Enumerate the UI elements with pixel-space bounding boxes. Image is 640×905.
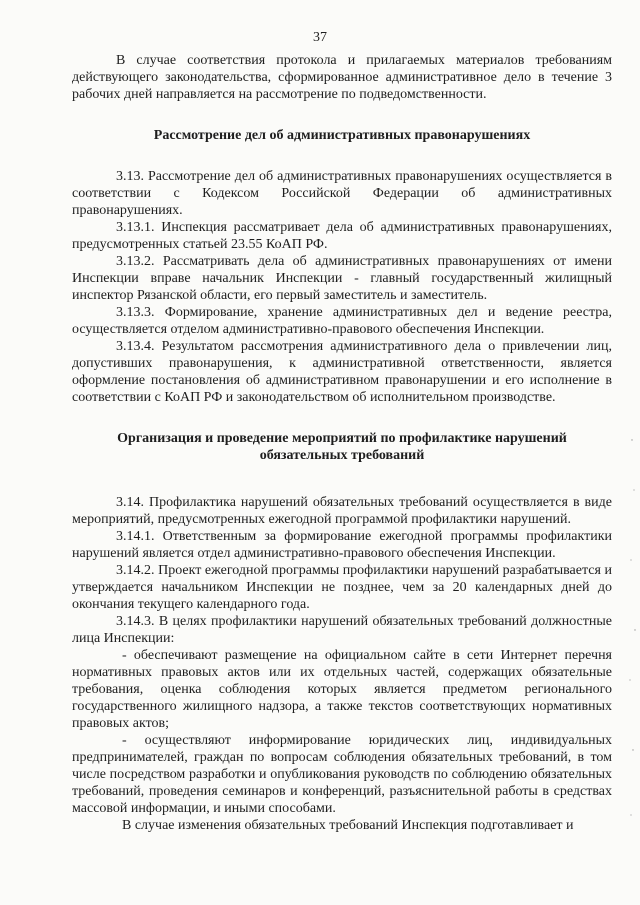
list-item-informing: - осуществляют информирование юридических лиц, индивидуальных предпринимателей, граждан по вопросам соблюдения обязательных требований, в том числе посредством разработки и опубликования руководств по соблюдению обязательных требований, проведения семинаров и конференций, разъяснительной работы в средствах массовой информации, и иными способами. xyxy=(72,733,612,816)
paragraph-3-13: 3.13. Рассмотрение дел об административных правонарушениях осуществляется в соответствии с Кодексом Российской Федерации об административных правонарушениях. xyxy=(72,169,612,218)
paragraph-3-13-1: 3.13.1. Инспекция рассматривает дела об административных правонарушениях, предусмотренных статьей 23.55 КоАП РФ. xyxy=(72,220,612,252)
section-heading-prevention: Организация и проведение мероприятий по профилактике нарушений обязательных требований xyxy=(117,431,567,463)
paragraph-3-13-2: 3.13.2. Рассматривать дела об административных правонарушениях от имени Инспекции вправе начальник Инспекции - главный государственный жилищный инспектор Рязанской области, его первый заместитель и заместитель. xyxy=(72,254,612,303)
paragraph-intro: В случае соответствия протокола и прилагаемых материалов требованиям действующего законодательства, сформированное административное дело в течение 3 рабочих дней направляется на рассмотрение по подведомственности. xyxy=(72,53,612,102)
page-number: 37 xyxy=(313,30,327,45)
paragraph-3-14-1: 3.14.1. Ответственным за формирование ежегодной программы профилактики нарушений является отдел административно-правового обеспечения Инспекции. xyxy=(72,529,612,561)
paragraph-3-13-4: 3.13.4. Результатом рассмотрения административного дела о привлечении лиц, допустивших правонарушения, к административной ответственности, является оформление постановления об административном правонарушении и его исполнение в соответствии с КоАП РФ и законодательством об исполнительном производстве. xyxy=(72,339,612,405)
paragraph-3-14: 3.14. Профилактика нарушений обязательных требований осуществляется в виде мероприятий, предусмотренных ежегодной программой профилактики нарушений. xyxy=(72,495,612,527)
paragraph-3-13-3: 3.13.3. Формирование, хранение административных дел и ведение реестра, осуществляется отделом административно-правового обеспечения Инспекции. xyxy=(72,305,612,337)
scan-noise-marks xyxy=(626,420,638,840)
paragraph-3-14-2: 3.14.2. Проект ежегодной программы профилактики нарушений разрабатывается и утверждается начальником Инспекции не позднее, чем за 20 календарных дней до окончания текущего календарного года. xyxy=(72,563,612,612)
paragraph-3-14-3: 3.14.3. В целях профилактики нарушений обязательных требований должностные лица Инспекции: xyxy=(72,614,612,646)
document-body xyxy=(72,52,612,834)
paragraph-changes: В случае изменения обязательных требований Инспекция подготавливает и xyxy=(122,818,574,833)
list-item-website: - обеспечивают размещение на официальном сайте в сети Интернет перечня нормативных правовых актов или их отдельных частей, содержащих обязательные требования, оценка соблюдения которых является предметом регионального государственного жилищного надзора, а также текстов соответствующих нормативных правовых актов; xyxy=(72,648,612,731)
section-heading-administrative-offenses: Рассмотрение дел об административных правонарушениях xyxy=(153,128,531,143)
